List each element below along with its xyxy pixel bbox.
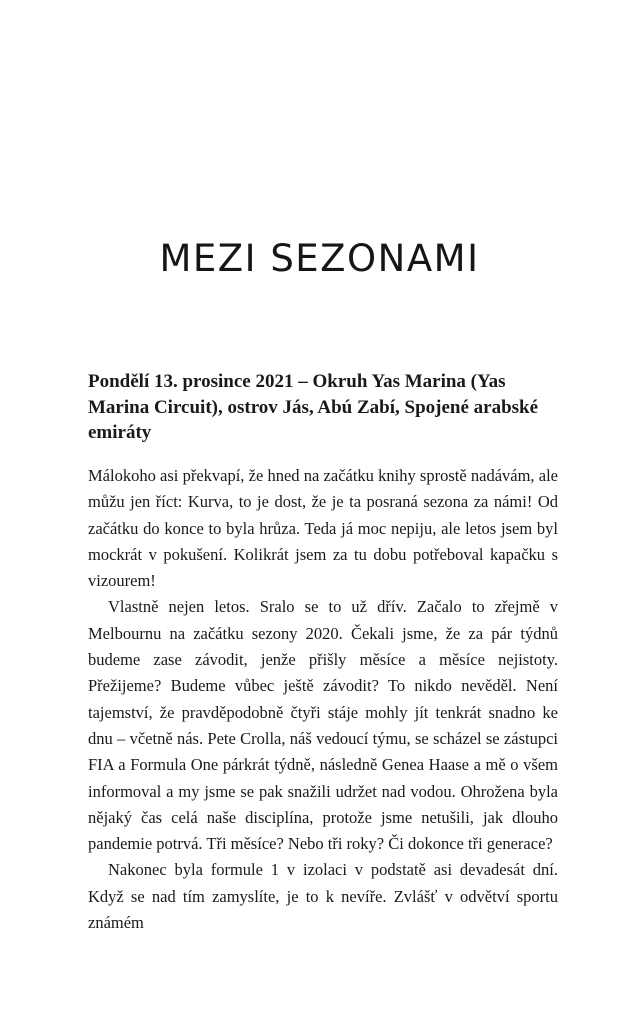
paragraph-2: Vlastně nejen letos. Sralo se to už dřív. Začalo to zřejmě v Melbournu na začátku sezony 2020. Čekali jsme, že za pár týdnů budeme zase závodit, jenže přišly měsíce a měsíce nejistoty. Přežijeme? Budeme vůbec ještě závodit? To nikdo nevěděl. Není tajemství, že pravděpodobně čtyři stáje mohly jít tenkrát snadno ke dnu – včetně nás. Pete Crolla, náš vedoucí týmu, se scházel se zástupci FIA a Formula One párkrát týdně, následně Genea Haase a mě o všem informoval a my jsme se pak snažili udržet nad vodou. Ohrožena byla nějaký čas celá naše disciplína, protože jsme netušili, jak dlouho pandemie potrvá. Tři měsíce? Nebo tři roky? Či dokonce tři generace? [88,597,558,854]
section-heading: Pondělí 13. prosince 2021 – Okruh Yas Marina (Yas Marina Circuit), ostrov Jás, Abú Zabí, Spojené arabské emiráty [88,371,539,443]
chapter-title: MEZI SEZONAMI [159,237,480,280]
paragraph-3: Nakonec byla formule 1 v izolaci v podstatě asi devadesát dní. Když se nad tím zamyslíte, je to k nevíře. Zvlášť v odvětví sportu známém [88,860,558,933]
paragraph-1: Málokoho asi překvapí, že hned na začátku knihy sprostě nadávám, ale můžu jen říct: Kurva, to je dost, že je ta posraná sezona za námi! Od začátku do konce to byla hrůza. Teda já moc nepiju, ale letos jsem byl mockrát v pokušení. Kolikrát jsem za tu dobu potřeboval kapačku s vizourem! [88,466,558,591]
body-text [88,463,558,936]
